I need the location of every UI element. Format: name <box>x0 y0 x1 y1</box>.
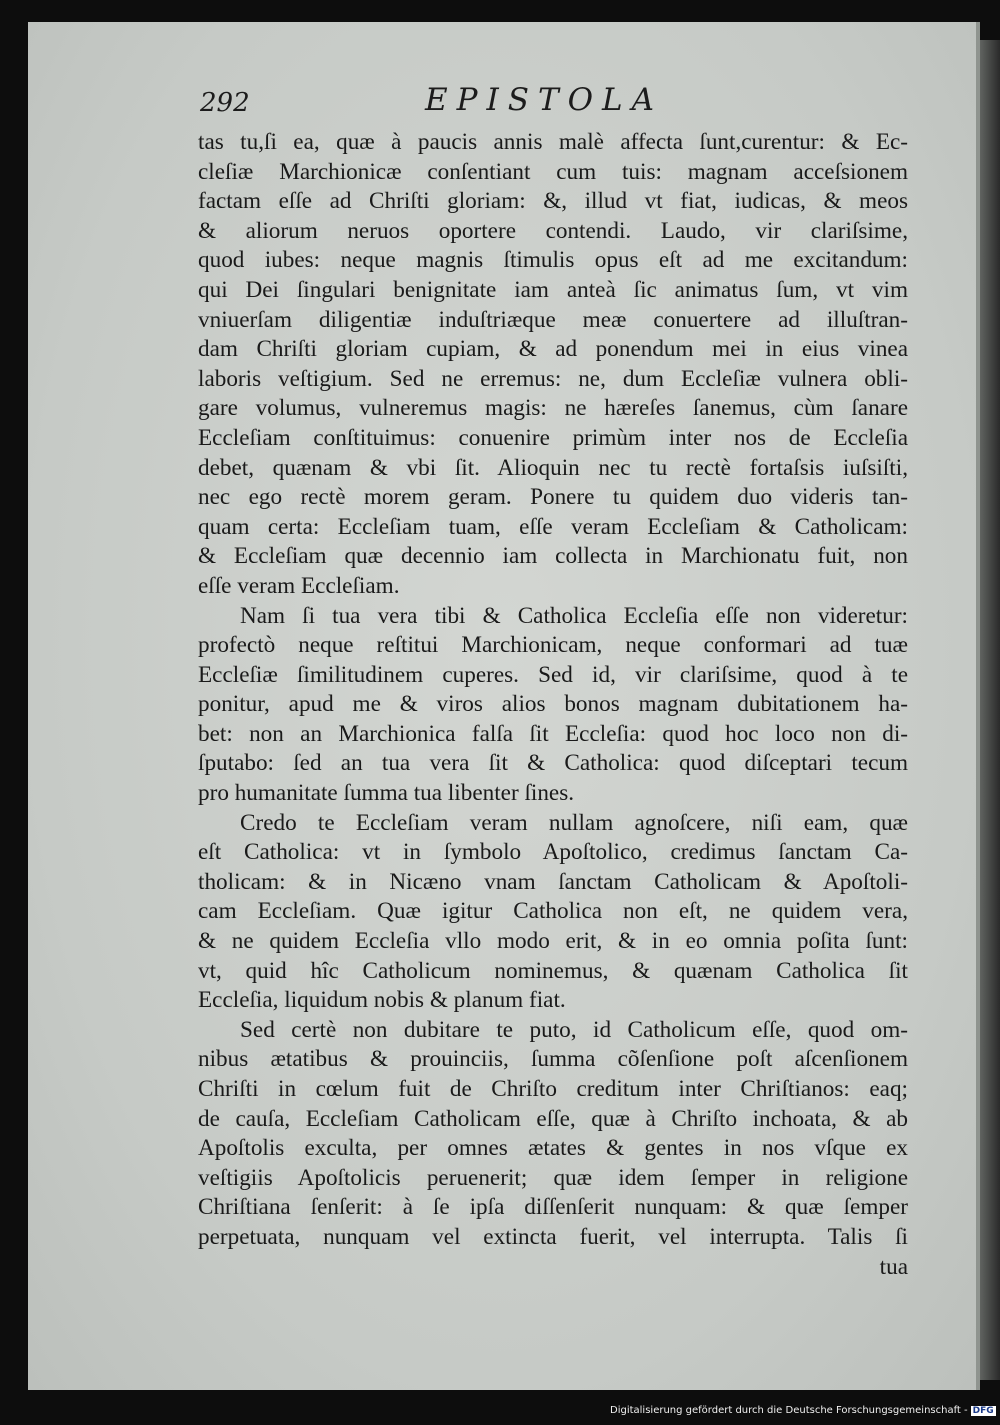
text-line: cam Eccleſiam. Quæ igitur Catholica non eſt, ne quidem vera, <box>198 898 908 925</box>
text-line: Eccleſiæ ſimilitudinem cuperes. Sed id, vir clariſsime, quod à te <box>198 661 908 688</box>
running-head: EPISTOLA <box>425 82 664 118</box>
text-line: vniuerſam diligentiæ induſtriæque meæ conuertere ad illuſtran- <box>198 306 908 333</box>
text-line: Chriſti in cœlum fuit de Chriſto creditum inter Chriſtianos: eaq; <box>198 1076 908 1102</box>
digitization-footer <box>610 1405 996 1416</box>
text-line: debet, quænam & vbi ſit. Alioquin nec tu rectè fortaſsis iuſsiſti, <box>198 454 908 481</box>
text-line: Sed certè non dubitare te puto, id Catholicum eſſe, quod om- <box>240 1016 908 1043</box>
text-line: Credo te Eccleſiam veram nullam agnoſcere, niſi eam, quæ <box>240 809 908 836</box>
text-line: profectò neque reſtitui Marchionicam, neque conformari ad tuæ <box>198 632 908 659</box>
page-header <box>200 82 900 122</box>
text-line: & ne quidem Eccleſia vllo modo erit, & in eo omnia poſita ſunt: <box>198 928 908 955</box>
dfg-logo: DFG <box>972 1406 994 1416</box>
text-line: Chriſtiana ſenſerit: à ſe ipſa diſſenſerit nunquam: & quæ ſemper <box>198 1194 908 1221</box>
text-line: de cauſa, Eccleſiam Catholicam eſſe, quæ à Chriſto inchoata, & ab <box>198 1105 908 1132</box>
text-line: factam eſſe ad Chriſti gloriam: &, illud vt fiat, iudicas, & meos <box>198 188 908 215</box>
text-line: bet: non an Marchionica falſa ſit Eccleſia: quod hoc loco non di- <box>198 720 908 747</box>
text-line: qui Dei ſingulari benignitate iam anteà ſic animatus ſum, vt vim <box>198 276 908 303</box>
text-line: vt, quid hîc Catholicum nominemus, & quænam Catholica ſit <box>198 957 908 984</box>
text-line: & aliorum neruos oportere contendi. Laudo, vir clariſsime, <box>198 217 908 244</box>
text-line: & Eccleſiam quæ decennio iam collecta in Marchionatu fuit, non <box>198 543 908 570</box>
page-number: 292 <box>200 88 250 118</box>
text-line: Eccleſia, liquidum nobis & planum fiat. <box>198 987 566 1014</box>
text-line: laboris veſtigium. Sed ne erremus: ne, dum Eccleſiæ vulnera obli- <box>198 365 908 392</box>
text-line: tholicam: & in Nicæno vnam ſanctam Catholicam & Apoſtoli- <box>198 868 908 895</box>
text-line: gare volumus, vulneremus magis: ne hæreſes ſanemus, cùm ſanare <box>198 395 908 422</box>
text-line: ponitur, apud me & viros alios bonos magnam dubitationem ha- <box>198 691 908 718</box>
body-text <box>198 128 908 1282</box>
text-line: Apoſtolis exculta, per omnes ætates & gentes in nos vſque ex <box>198 1135 908 1162</box>
text-line: pro humanitate ſumma tua libenter ſines. <box>198 780 575 807</box>
text-line: veſtigiis Apoſtolicis peruenerit; quæ idem ſemper in religione <box>198 1164 908 1191</box>
text-line: Nam ſi tua vera tibi & Catholica Eccleſia eſſe non videretur: <box>240 602 908 629</box>
text-line: quam certa: Eccleſiam tuam, eſſe veram Eccleſiam & Catholicam: <box>198 513 908 540</box>
text-line: nec ego rectè morem geram. Ponere tu quidem duo videris tan- <box>198 484 908 511</box>
text-line: dam Chriſti gloriam cupiam, & ad ponendum mei in eius vinea <box>198 336 908 363</box>
text-line: quod iubes: neque magnis ſtimulis opus eſt ad me excitandum: <box>198 247 908 274</box>
catchword: tua <box>879 1253 908 1280</box>
text-line: cleſiæ Marchionicæ conſentiant cum tuis: magnam acceſsionem <box>198 158 908 185</box>
footer-credit: Digitalisierung gefördert durch die Deutsche Forschungsgemeinschaft - <box>610 1405 968 1416</box>
text-line: nibus ætatibus & prouinciis, ſumma cõſenſione poſt aſcenſionem <box>198 1046 908 1073</box>
text-line: Eccleſiam conſtituimus: conuenire primùm inter nos de Eccleſia <box>198 424 908 451</box>
text-line: eſt Catholica: vt in ſymbolo Apoſtolico, credimus ſanctam Ca- <box>198 839 908 866</box>
text-line: tas tu,ſi ea, quæ à paucis annis malè affecta ſunt,curentur: & Ec- <box>198 129 908 155</box>
text-line: ſputabo: ſed an tua vera ſit & Catholica: quod diſceptari tecum <box>198 750 908 777</box>
text-line: eſſe veram Eccleſiam. <box>198 572 400 599</box>
text-line: perpetuata, nunquam vel extincta fuerit, vel interrupta. Talis ſi <box>198 1223 908 1250</box>
